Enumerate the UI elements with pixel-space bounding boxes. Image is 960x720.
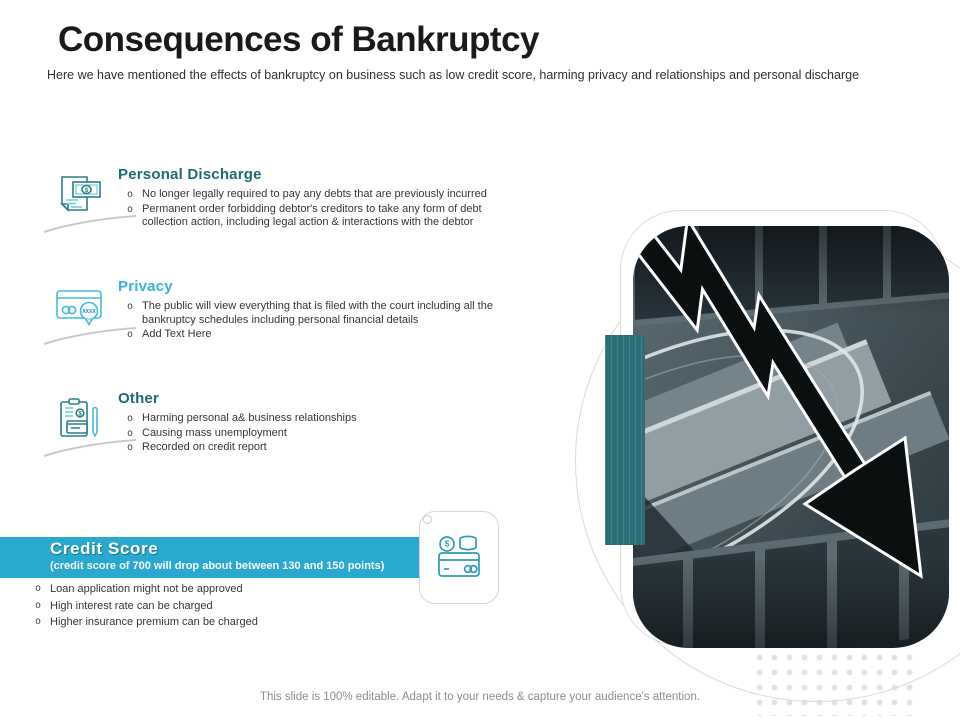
wallet-coins-icon [434, 532, 484, 582]
credit-score-icon-card [419, 511, 499, 604]
svg-text:$: $ [84, 188, 89, 194]
section-heading: Other [118, 390, 160, 407]
section-other [50, 390, 520, 456]
bullet-marker: o [126, 301, 134, 312]
list-item: o Causing mass unemployment [118, 427, 520, 441]
section-personal-discharge [50, 166, 520, 231]
bullet-marker: o [126, 329, 134, 340]
list-item: o No longer legally required to pay any debts that are previously incurred [118, 188, 520, 202]
bullet-marker: o [34, 599, 42, 611]
section-heading: Privacy [118, 278, 173, 295]
icon-swoosh-line [42, 212, 138, 234]
bullet-marker: o [126, 442, 134, 453]
money-decline-arrow-graphic [633, 226, 949, 648]
teal-accent-bar [605, 335, 645, 545]
svg-text:$: $ [444, 539, 450, 549]
bullet-marker: o [126, 203, 134, 215]
bankruptcy-downtrend-image [633, 226, 949, 648]
list-item: o High interest rate can be charged [26, 599, 456, 615]
credit-score-subtitle: (credit score of 700 will drop about between 130 and 150 points) [50, 560, 385, 572]
footer-note: This slide is 100% editable. Adapt it to your needs & capture your audience's attention. [259, 691, 701, 703]
page-title: Consequences of Bankruptcy [58, 20, 539, 59]
svg-text:$: $ [78, 411, 82, 418]
page-subtitle: Here we have mentioned the effects of bankruptcy on business such as low credit score, harming privacy and relationships and personal discharge [47, 68, 860, 82]
credit-score-list [26, 582, 456, 632]
list-item: o Recorded on credit report [118, 441, 520, 455]
bullet-marker: o [34, 616, 42, 627]
bullet-marker: o [34, 583, 42, 594]
bullet-marker: o [126, 427, 134, 439]
credit-score-banner [0, 537, 422, 578]
icon-swoosh-line [42, 324, 138, 346]
credit-score-title: Credit Score [50, 539, 159, 558]
corner-dot [423, 515, 432, 524]
list-item: o Add Text Here [118, 328, 520, 342]
list-item: o Harming personal a& business relationships [118, 412, 520, 426]
bullet-marker: o [126, 413, 134, 424]
list-item: o Permanent order forbidding debtor's creditors to take any form of debt collection action, including legal action & interactions with the debtor [118, 203, 520, 230]
list-item: o Loan application might not be approved [26, 582, 456, 598]
section-heading: Personal Discharge [118, 166, 262, 183]
svg-text:XXXX: XXXX [82, 309, 96, 316]
list-item: o Higher insurance premium can be charged [26, 615, 456, 631]
section-privacy [50, 278, 520, 343]
list-item: o The public will view everything that is filed with the court including all the bankruptcy schedules including personal financial details [118, 300, 520, 327]
icon-swoosh-line [42, 436, 138, 458]
bullet-marker: o [126, 189, 134, 200]
